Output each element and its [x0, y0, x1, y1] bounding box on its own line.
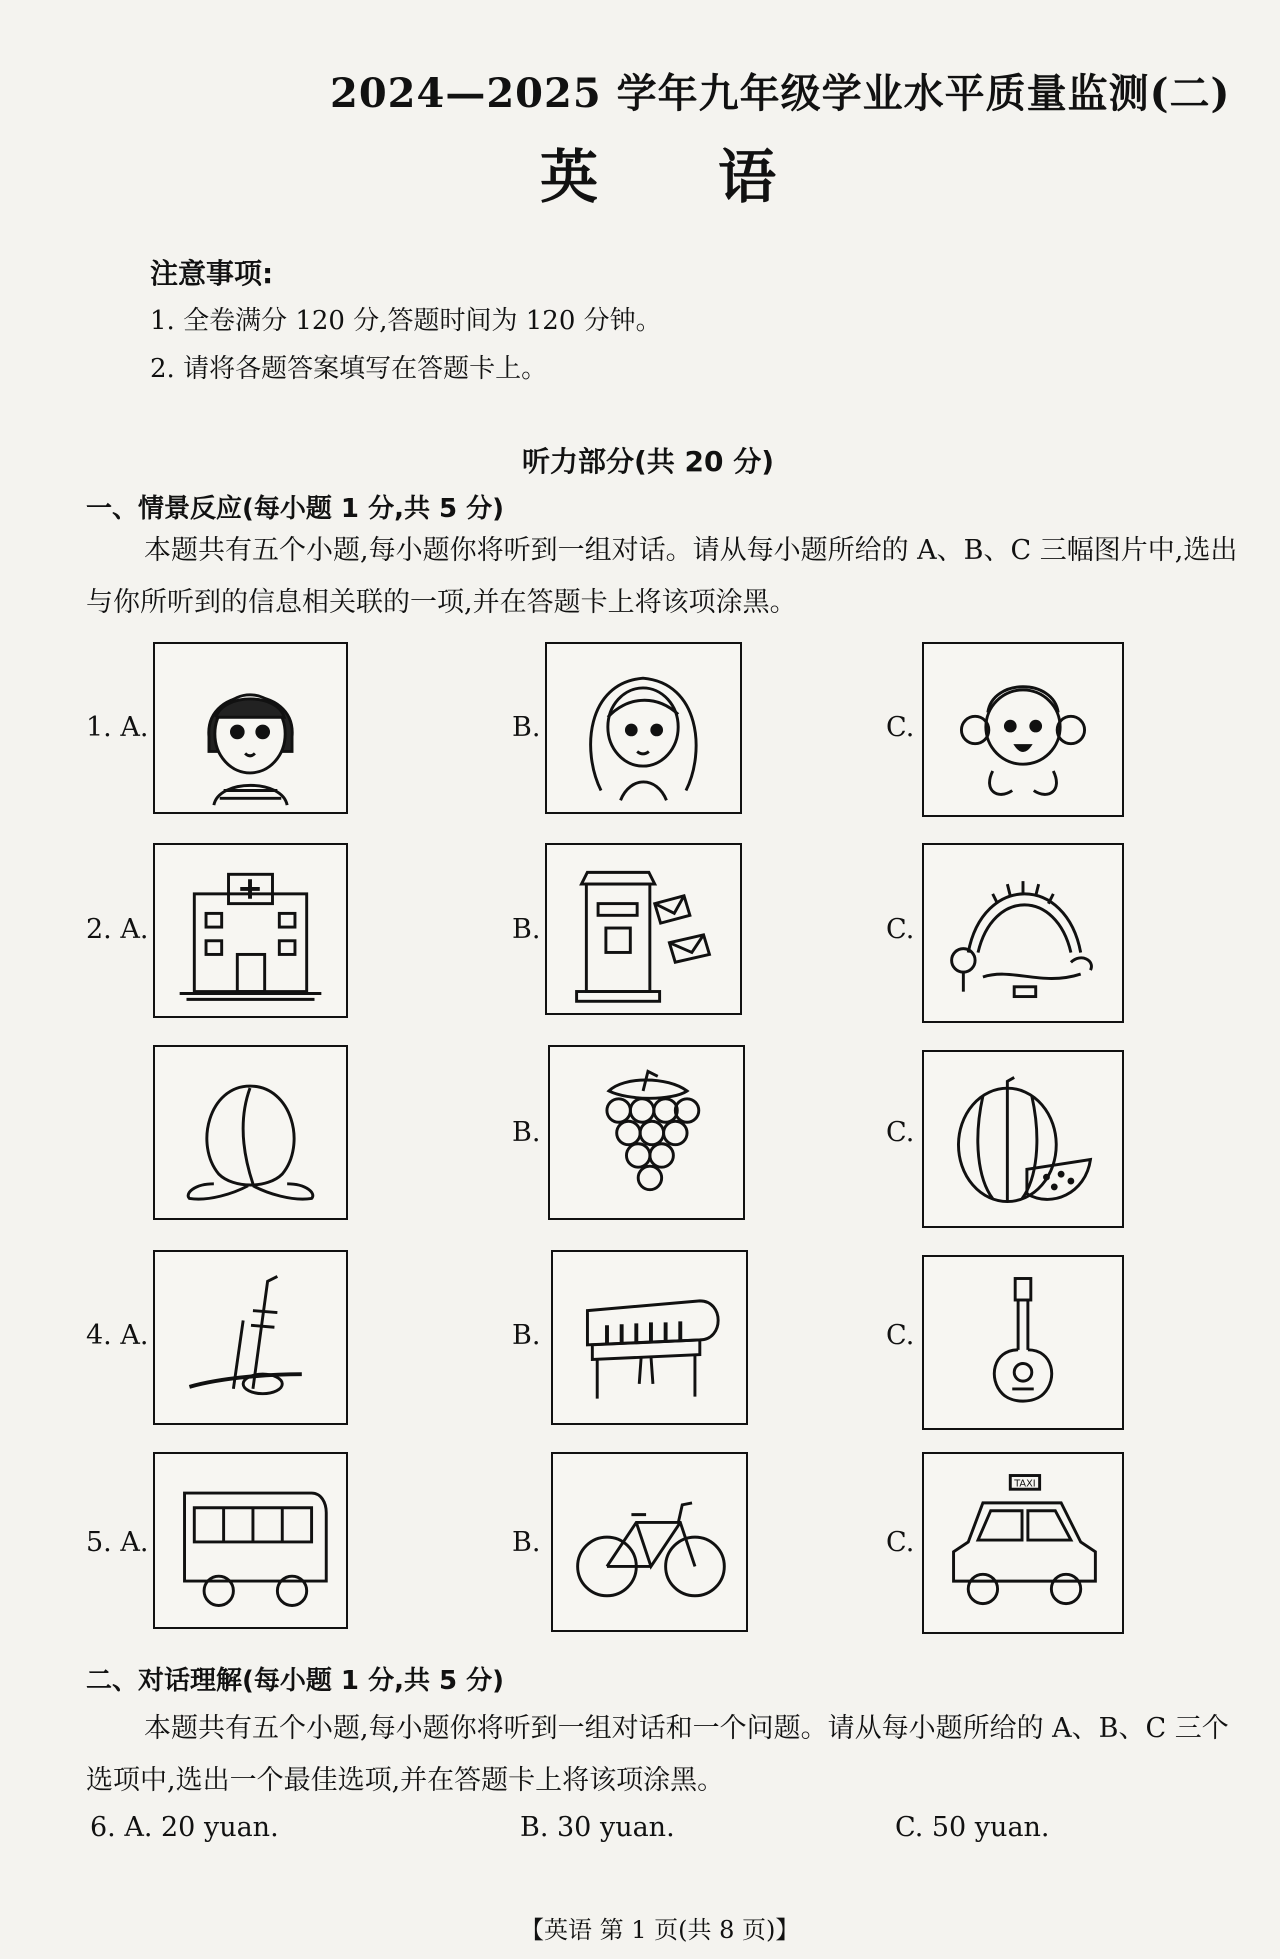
question-3-c-label: C. — [886, 1117, 915, 1148]
taxi-sign-text: TAXI — [1014, 1478, 1036, 1490]
guitar-icon — [924, 1257, 1122, 1428]
question-1-b-label: B. — [512, 712, 541, 743]
q5-picture-b[interactable] — [551, 1452, 748, 1632]
question-3-b-label: B. — [512, 1117, 541, 1148]
q3-picture-a[interactable] — [153, 1045, 348, 1220]
q5-picture-c[interactable] — [922, 1452, 1124, 1634]
grapes-icon — [550, 1047, 743, 1218]
question-4-c-label: C. — [886, 1320, 915, 1351]
q5-picture-a[interactable] — [153, 1452, 348, 1629]
question-2-label: 2. A. — [86, 914, 149, 945]
notice-item-2: 2. 请将各题答案填写在答题卡上。 — [150, 354, 548, 384]
q2-picture-c[interactable] — [922, 843, 1124, 1023]
taxi-icon — [924, 1454, 1122, 1632]
listening-part-title: 听力部分(共 20 分) — [522, 445, 775, 478]
section-1-instruction: 本题共有五个小题,每小题你将听到一组对话。请从每小题所给的 A、B、C 三幅图片中,选出与你所听到的信息相关联的一项,并在答题卡上将该项涂黑。 — [86, 535, 1238, 618]
bridge-park-icon — [924, 845, 1122, 1021]
q1-picture-a[interactable] — [153, 642, 348, 814]
section-2-instruction: 本题共有五个小题,每小题你将听到一组对话和一个问题。请从每小题所给的 A、B、C 三个选项中,选出一个最佳选项,并在答题卡上将该项涂黑。 — [86, 1713, 1229, 1796]
subject-title: 英语 — [540, 143, 897, 211]
question-6-option-c[interactable]: C. 50 yuan. — [895, 1812, 1050, 1843]
post-box-icon — [547, 845, 740, 1013]
peach-icon — [155, 1047, 346, 1218]
question-1-label: 1. A. — [86, 712, 149, 743]
page-footer: 【英语 第 1 页(共 8 页)】 — [520, 1916, 800, 1944]
question-5-c-label: C. — [886, 1527, 915, 1558]
piano-icon — [553, 1252, 746, 1423]
hospital-icon — [155, 845, 346, 1016]
watermelon-icon — [924, 1052, 1122, 1226]
girl-short-hair-icon — [155, 644, 346, 812]
question-5-label: 5. A. — [86, 1527, 149, 1558]
q4-picture-c[interactable] — [922, 1255, 1124, 1430]
question-4-label: 4. A. — [86, 1320, 149, 1351]
question-6-option-a[interactable]: 6. A. 20 yuan. — [90, 1812, 279, 1843]
girl-long-hair-icon — [547, 644, 740, 812]
section-2-title: 二、对话理解(每小题 1 分,共 5 分) — [86, 1666, 505, 1696]
q3-picture-b[interactable] — [548, 1045, 745, 1220]
question-4-b-label: B. — [512, 1320, 541, 1351]
bus-icon — [155, 1454, 346, 1627]
erhu-icon — [155, 1252, 346, 1423]
q4-picture-a[interactable] — [153, 1250, 348, 1425]
notice-item-1: 1. 全卷满分 120 分,答题时间为 120 分钟。 — [150, 306, 662, 336]
section-1-title: 一、情景反应(每小题 1 分,共 5 分) — [86, 494, 505, 524]
question-2-c-label: C. — [886, 914, 915, 945]
girl-pigtails-icon — [924, 644, 1122, 815]
bicycle-icon — [553, 1454, 746, 1630]
q1-picture-c[interactable] — [922, 642, 1124, 817]
question-1-c-label: C. — [886, 712, 915, 743]
q2-picture-a[interactable] — [153, 843, 348, 1018]
exam-title: 2024—2025 学年九年级学业水平质量监测(二) — [330, 70, 1231, 117]
question-5-b-label: B. — [512, 1527, 541, 1558]
q2-picture-b[interactable] — [545, 843, 742, 1015]
q4-picture-b[interactable] — [551, 1250, 748, 1425]
notice-heading: 注意事项: — [150, 257, 274, 290]
question-6-option-b[interactable]: B. 30 yuan. — [520, 1812, 675, 1843]
q3-picture-c[interactable] — [922, 1050, 1124, 1228]
q1-picture-b[interactable] — [545, 642, 742, 814]
question-2-b-label: B. — [512, 914, 541, 945]
